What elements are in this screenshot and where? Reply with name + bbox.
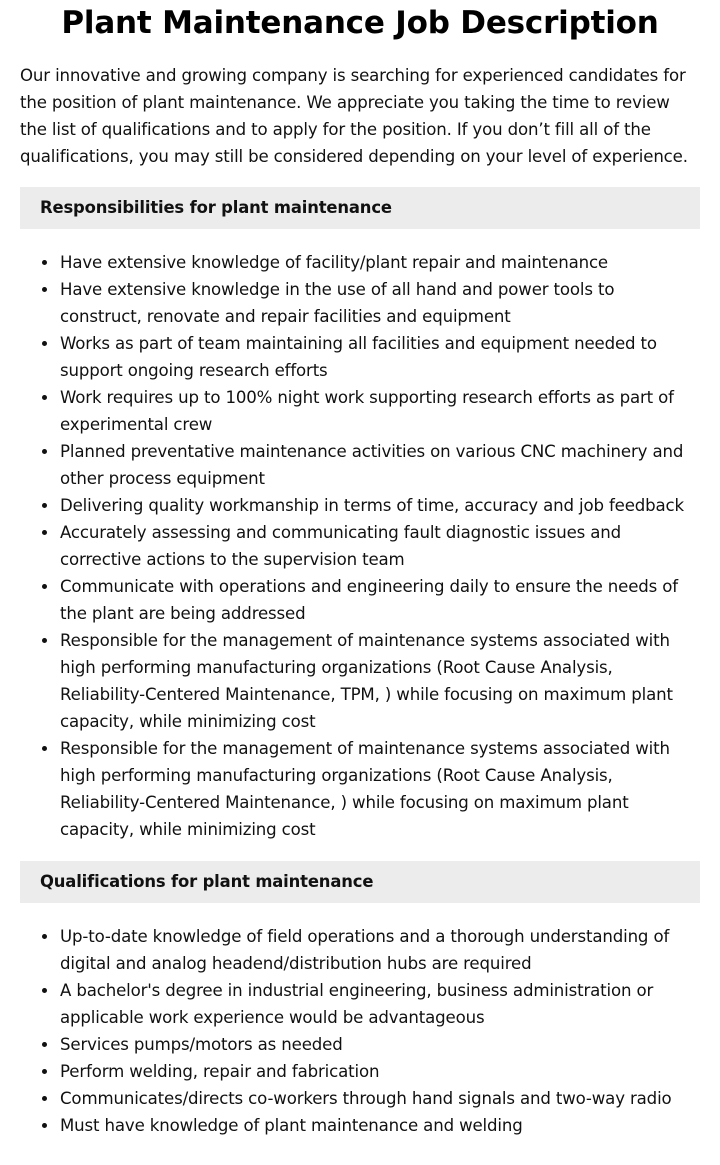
list-item: Up-to-date knowledge of field operations and a thorough understanding of digital and analog headend/distribution hubs are required (20, 923, 700, 977)
intro-paragraph: Our innovative and growing company is searching for experienced candidates for the position of plant maintenance. We appreciate you taking the time to review the list of qualifications and to apply for the position. If you don’t fill all of the qualifications, you may still be considered depending on your level of experience. (20, 66, 688, 166)
list-item: A bachelor's degree in industrial engineering, business administration or applicable work experience would be advantageous (20, 977, 700, 1031)
list-item: Works as part of team maintaining all facilities and equipment needed to support ongoing research efforts (20, 330, 700, 384)
list-item: Must have knowledge of plant maintenance and welding (20, 1112, 700, 1139)
list-item: Responsible for the management of maintenance systems associated with high performing manufacturing organizations (Root Cause Analysis, Reliability-Centered Maintenance, ) while focusing on maximum plant capacity, while minimizing cost (20, 735, 700, 843)
list-item: Work requires up to 100% night work supporting research efforts as part of experimental crew (20, 384, 700, 438)
list-item: Delivering quality workmanship in terms of time, accuracy and job feedback (20, 492, 700, 519)
page-title: Plant Maintenance Job Description (61, 5, 659, 41)
list-item: Have extensive knowledge in the use of all hand and power tools to construct, renovate and repair facilities and equipment (20, 276, 700, 330)
responsibilities-heading: Responsibilities for plant maintenance (20, 187, 700, 229)
list-item: Services pumps/motors as needed (20, 1031, 700, 1058)
list-item: Accurately assessing and communicating fault diagnostic issues and corrective actions to the supervision team (20, 519, 700, 573)
list-item: Communicate with operations and engineering daily to ensure the needs of the plant are being addressed (20, 573, 700, 627)
list-item: Planned preventative maintenance activities on various CNC machinery and other process equipment (20, 438, 700, 492)
qualifications-heading: Qualifications for plant maintenance (20, 861, 700, 903)
list-item: Responsible for the management of maintenance systems associated with high performing manufacturing organizations (Root Cause Analysis, Reliability-Centered Maintenance, TPM, ) while focusing on maximum plant capacity, while minimizing cost (20, 627, 700, 735)
list-item: Communicates/directs co-workers through hand signals and two-way radio (20, 1085, 700, 1112)
list-item: Have extensive knowledge of facility/plant repair and maintenance (20, 249, 700, 276)
qualifications-list (20, 923, 700, 1139)
list-item: Perform welding, repair and fabrication (20, 1058, 700, 1085)
responsibilities-list (20, 249, 700, 843)
